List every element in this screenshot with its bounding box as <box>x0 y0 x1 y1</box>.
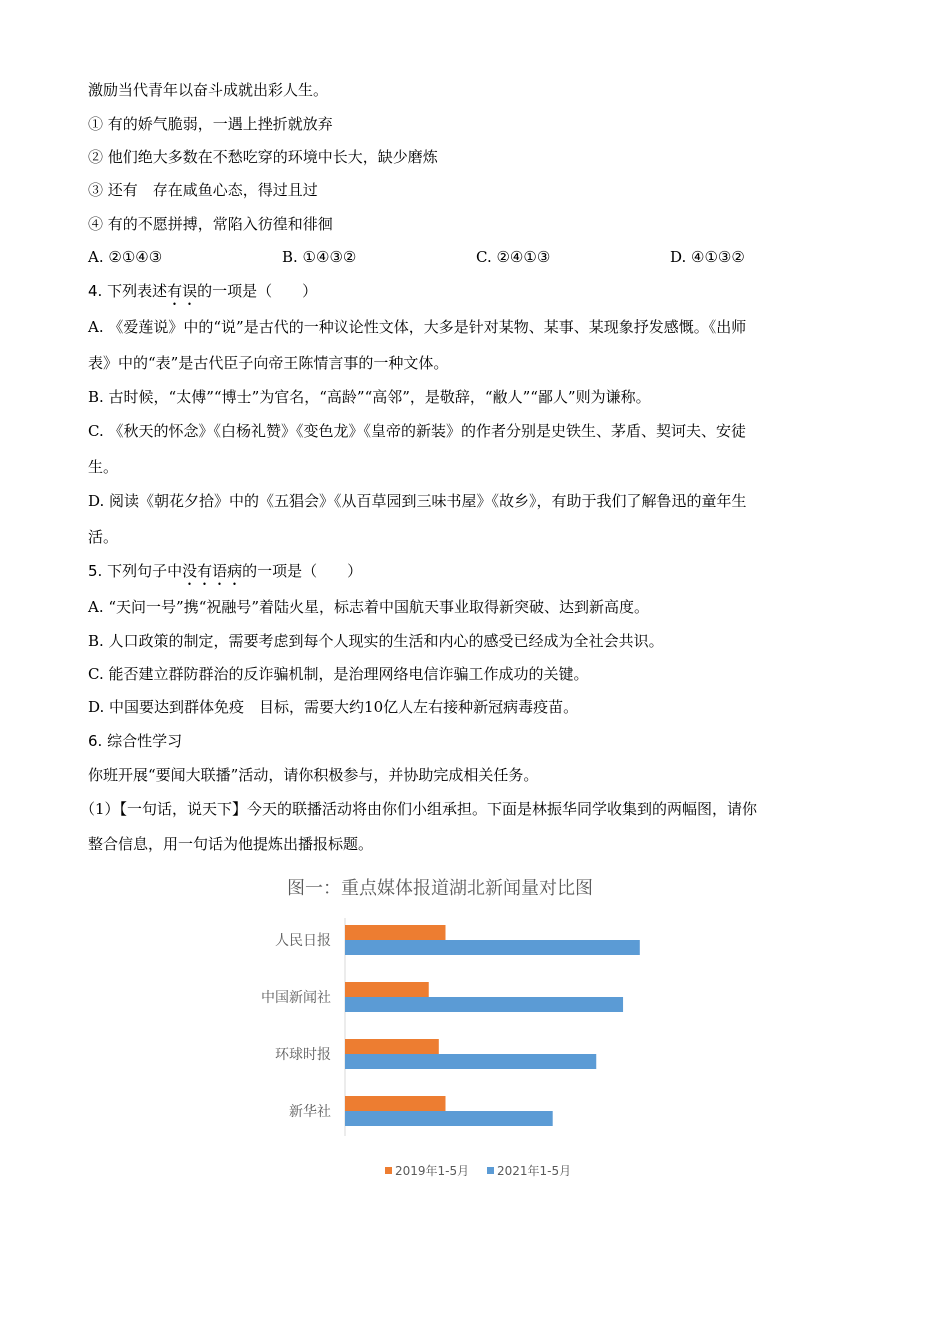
q5-option-c: C. 能否建立群防群治的反诈骗机制，是治理网络电信诈骗工作成功的关键。 <box>88 665 589 683</box>
q4-option-d-line2: 活。 <box>88 528 119 546</box>
bar-2021-4 <box>345 1111 553 1126</box>
category-label: 环球时报 <box>275 1047 331 1063</box>
bar-2021-2 <box>345 997 623 1012</box>
chart-title: 图一：重点媒体报道湖北新闻量对比图 <box>287 878 593 899</box>
media-report-bar-chart <box>240 868 700 1188</box>
q6-intro: 你班开展“要闻大联播”活动，请你积极参与，并协助完成相关任务。 <box>88 766 539 784</box>
q6-task1-line1: （1）【一句话，说天下】今天的联播活动将由你们小组承担。下面是林振华同学收集到的两幅图，请你 <box>80 800 758 818</box>
q4-option-a-line1: A. 《爱莲说》中的“说”是古代的一种议论性文体，大多是针对某物、某事、某现象抒发感慨。《出师 <box>88 318 747 336</box>
q3-item-3: ③ 还有 存在咸鱼心态，得过且过 <box>88 181 318 199</box>
q4-option-a-line2: 表》中的“表”是古代臣子向帝王陈情言事的一种文体。 <box>88 354 449 372</box>
q3-item-2: ② 他们绝大多数在不愁吃穿的环境中长大，缺少磨炼 <box>88 148 438 166</box>
q3-option-d: D. ④①③② <box>670 248 745 266</box>
q6-number: 6. <box>88 732 103 750</box>
q6-title <box>88 731 182 751</box>
category-label: 人民日报 <box>275 933 331 949</box>
q5-stem-emphasis: 没有语病 <box>182 562 243 580</box>
q4-stem-post: 的一项是（ ） <box>197 282 318 300</box>
q4-option-c-line1: C. 《秋天的怀念》《白杨礼赞》《变色龙》《皇帝的新装》的作者分别是史铁生、茅盾、契诃夫、安徒 <box>88 422 746 440</box>
bar-2019-3 <box>345 1039 439 1054</box>
legend-label: 2021年1-5月 <box>497 1164 572 1178</box>
legend-swatch <box>487 1167 494 1174</box>
q4-number: 4. <box>88 282 103 300</box>
q5-stem <box>88 561 362 589</box>
bar-2019-4 <box>345 1096 446 1111</box>
legend-label: 2019年1-5月 <box>395 1164 470 1178</box>
q4-option-d-line1: D. 阅读《朝花夕拾》中的《五猖会》《从百草园到三味书屋》《故乡》，有助于我们了解鲁迅的童年生 <box>88 492 747 510</box>
legend-swatch <box>385 1167 392 1174</box>
q3-item-1: ① 有的娇气脆弱，一遇上挫折就放弃 <box>88 115 333 133</box>
q5-number: 5. <box>88 562 103 580</box>
q6-task1-line2: 整合信息，用一句话为他提炼出播报标题。 <box>88 835 374 853</box>
q4-stem-emphasis: 有误 <box>167 282 198 300</box>
category-label: 中国新闻社 <box>261 990 331 1006</box>
category-label: 新华社 <box>289 1104 331 1120</box>
bar-2019-2 <box>345 982 429 997</box>
q5-stem-post: 的一项是（ ） <box>242 562 363 580</box>
q5-option-b: B. 人口政策的制定，需要考虑到每个人现实的生活和内心的感受已经成为全社会共识。 <box>88 632 664 650</box>
q3-option-c: C. ②④①③ <box>476 248 551 266</box>
q5-option-d: D. 中国要达到群体免疫 目标，需要大约10亿人左右接种新冠病毒疫苗。 <box>88 698 579 716</box>
bar-2019-1 <box>345 925 446 940</box>
bar-2021-1 <box>345 940 640 955</box>
bar-2021-3 <box>345 1054 596 1069</box>
q4-stem-pre: 下列表述 <box>102 282 168 300</box>
q6-title-text: 综合性学习 <box>102 732 183 750</box>
q5-option-a: A. “天问一号”携“祝融号”着陆火星，标志着中国航天事业取得新突破、达到新高度。 <box>88 598 650 616</box>
q3-option-a: A. ②①④③ <box>88 248 163 266</box>
q4-option-b: B. 古时候，“太傅”“博士”为官名，“高龄”“高邻”，是敬辞，“敝人”“鄙人”则为谦称。 <box>88 388 651 406</box>
q3-option-b: B. ①④③② <box>282 248 357 266</box>
q4-stem <box>88 281 317 309</box>
q4-option-c-line2: 生。 <box>88 458 119 476</box>
intro-tail: 激励当代青年以奋斗成就出彩人生。 <box>88 81 329 99</box>
q3-item-4: ④ 有的不愿拼搏，常陷入彷徨和徘徊 <box>88 215 333 233</box>
q5-stem-pre: 下列句子中 <box>102 562 183 580</box>
